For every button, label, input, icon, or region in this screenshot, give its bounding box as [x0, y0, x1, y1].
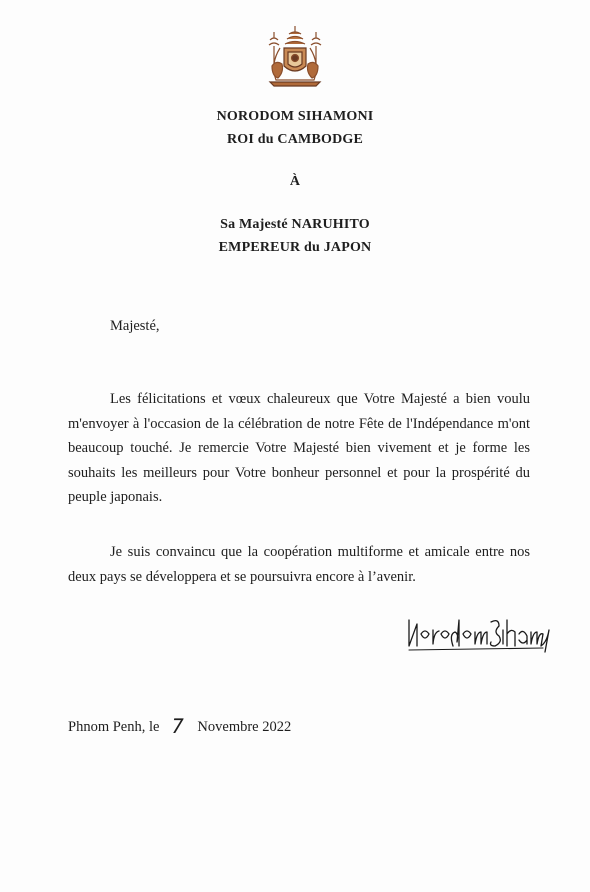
recipient-title: EMPEREUR du JAPON — [218, 240, 372, 255]
recipient-name: Sa Majesté NARUHITO — [220, 217, 370, 232]
date-month-year: Novembre 2022 — [197, 719, 292, 735]
date-place: Phnom Penh, le — [68, 719, 160, 735]
dateline — [68, 712, 291, 736]
date-day-handwritten: 7 — [168, 714, 187, 738]
body-paragraph-2: Je suis convaincu que la coopération multiforme et amicale entre nos deux pays se développera et se poursuivra encore à l’avenir. — [68, 544, 530, 585]
body-paragraph-1: Les félicitations et vœux chaleureux que Votre Majesté a bien voulu m'envoyer à l'occasion de la célébration de notre Fête de l'Indépendance m'ont beaucoup touché. Je remercie Votre Majesté bien vivement et je forme les souhaits les meilleurs pour Votre bonheur personnel et pour la prospérité du peuple japonais. — [68, 391, 530, 505]
salutation: Majesté, — [110, 318, 160, 334]
royal-crest-icon — [262, 24, 328, 88]
to-word: À — [289, 174, 301, 189]
sender-name: NORODOM SIHAMONI — [216, 109, 374, 124]
handwritten-signature — [403, 612, 555, 654]
sender-title: ROI du CAMBODGE — [226, 132, 364, 147]
